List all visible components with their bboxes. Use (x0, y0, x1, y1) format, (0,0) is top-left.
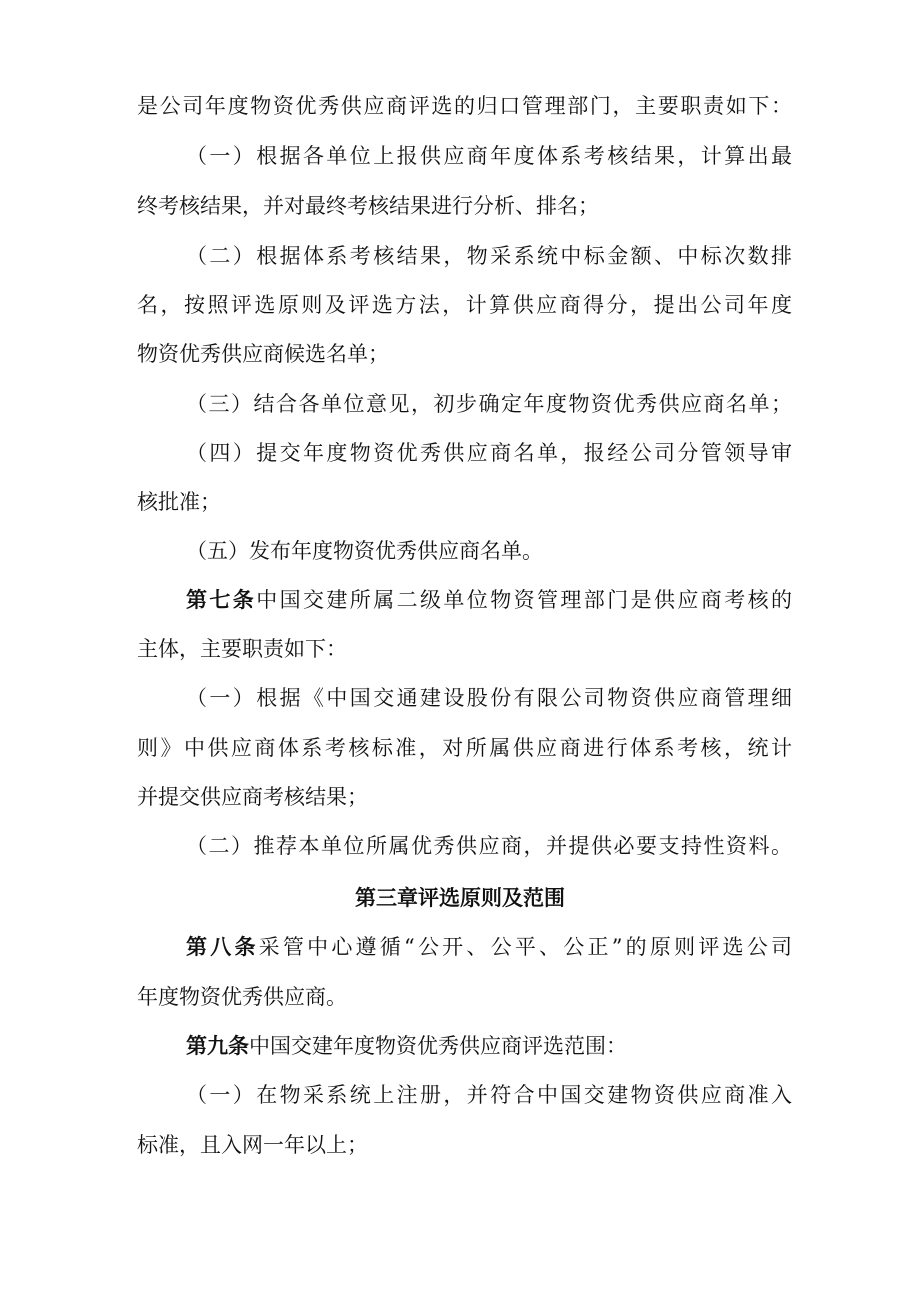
text-line: （五）发布年度物资优秀供应商名单。 (186, 539, 543, 563)
text-line: （四）提交年度物资优秀供应商名单，报经公司分管领导审 (186, 441, 792, 465)
chapter-heading: 第三章评选原则及范围 (355, 886, 565, 910)
text-line: 终考核结果，并对最终考核结果进行分析、排名； (137, 194, 599, 218)
text-line: 年度物资优秀供应商。 (137, 985, 347, 1009)
text-line: 核批准； (137, 490, 221, 514)
text-line: 标准，且入网一年以上； (137, 1133, 368, 1157)
text-line: （一）在物采系统上注册，并符合中国交建物资供应商准入 (186, 1083, 792, 1107)
text-line: 主体，主要职责如下： (137, 637, 347, 661)
text-line: （一）根据《中国交通建设股份有限公司物资供应商管理细 (186, 686, 792, 710)
text-line: （二）推荐本单位所属优秀供应商，并提供必要支持性资料。 (186, 834, 792, 858)
text-line: （一）根据各单位上报供应商年度体系考核结果，计算出最 (186, 144, 792, 168)
text-line: 是公司年度物资优秀供应商评选的归口管理部门，主要职责如下： (137, 94, 792, 118)
article-text: 采管中心遵循“公开、公平、公正”的原则评选公司 (258, 935, 792, 959)
article-label: 第八条 (186, 935, 259, 959)
article-7-line (186, 586, 792, 614)
text-line: （三）结合各单位意见，初步确定年度物资优秀供应商名单； (186, 392, 792, 416)
text-line: 名，按照评选原则及评选方法，计算供应商得分，提出公司年度 (137, 293, 792, 317)
article-9-line (186, 1032, 792, 1060)
text-line: 则》中供应商体系考核标准，对所属供应商进行体系考核，统计 (137, 736, 792, 760)
text-line: （二）根据体系考核结果，物采系统中标金额、中标次数排 (186, 244, 792, 268)
text-line: 物资优秀供应商候选名单； (137, 342, 389, 366)
text-line: 并提交供应商考核结果； (137, 785, 368, 809)
article-text: 中国交建年度物资优秀供应商评选范围： (249, 1034, 627, 1058)
article-label: 第七条 (186, 588, 257, 612)
article-8-line (186, 933, 792, 961)
article-label: 第九条 (186, 1034, 249, 1058)
article-text: 中国交建所属二级单位物资管理部门是供应商考核的 (256, 588, 793, 612)
